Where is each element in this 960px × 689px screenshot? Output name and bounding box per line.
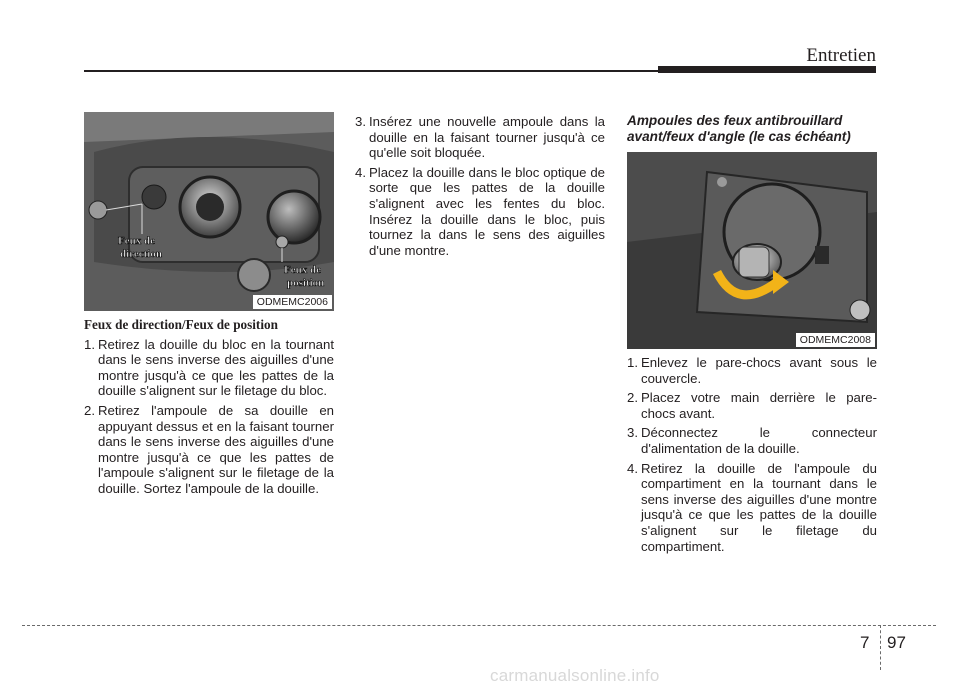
section-turn-signal [84,317,334,501]
page-number: 97 [887,633,906,652]
step-number: 2. [84,402,95,418]
step-item [627,390,877,421]
step-text: Enlevez le pare-chocs avant sous le couvercle. [641,355,877,386]
fog-lamp-figure [627,152,877,349]
label-turn-signal-line1: Feux de [118,235,155,247]
section-turn-signal-cont [355,114,605,262]
steps-list [355,114,605,258]
headlamp-illustration [84,112,334,311]
page-header-title: Entretien [806,45,876,66]
step-text: Placez votre main derrière le pare-chocs avant. [641,390,877,421]
step-item [627,461,877,555]
steps-list [627,355,877,554]
headlamp-figure [84,112,334,311]
fog-lamp-illustration [627,152,877,349]
step-text: Retirez la douille de l'ampoule du compartiment en la tournant dans le sens inverse des aiguilles d'une montre jusqu'à ce que les pattes de la douille s'alignent sur le filetage du compartiment. [641,460,877,554]
step-text: Déconnectez le connecteur d'alimentation de la douille. [641,425,877,456]
figure-code: ODMEMC2006 [253,295,332,309]
step-text: Retirez la douille du bloc en la tournant dans le sens inverse des aiguilles d'une montre jusqu'à ce que les pattes de la douille s'alignent sur le filetage du bloc. [98,336,334,399]
step-number: 3. [355,114,366,129]
header-rule-accent [658,66,876,73]
step-item [627,425,877,456]
step-number: 2. [627,390,638,406]
label-position-line1: Feux de [284,264,321,276]
chapter-number: 7 [860,633,870,652]
section-title: Feux de direction/Feux de position [84,317,278,332]
footer-rule [22,625,936,626]
steps-list [84,337,334,497]
step-item [355,114,605,161]
step-text: Retirez l'ampoule de sa douille en appuyant dessus et en la faisant tourner dans le sens inverse des aiguilles d'une montre jusqu'à ce que les pattes de l'ampoule s'alignent sur le filetage de la douille. Sortez l'ampoule de la douille. [98,402,334,496]
footer-divider [880,625,881,670]
watermark: carmanualsonline.info [490,666,660,685]
step-number: 4. [627,460,638,476]
section-subheading: Ampoules des feux antibrouillard avant/feux d'angle (le cas échéant) [627,113,851,144]
figure-code: ODMEMC2008 [796,333,875,347]
section-fog-lamp-steps [627,355,877,558]
step-number: 1. [84,336,95,352]
step-item [627,355,877,386]
label-turn-signal-line2: direction [120,248,162,260]
label-position-line2: position [287,277,325,289]
step-text: Insérez une nouvelle ampoule dans la douille en la faisant tourner jusqu'à ce qu'elle soit bloquée. [369,114,605,161]
step-item [84,337,334,399]
step-item [84,403,334,497]
header-rule [84,70,659,72]
step-item [355,165,605,259]
step-text: Placez la douille dans le bloc optique de sorte que les pattes de la douille s'alignent avec les fentes du bloc. Insérez la douille dans le bloc, puis tournez la dans le sens des aiguilles d'une montre. [369,164,605,258]
step-number: 1. [627,355,638,370]
step-number: 3. [627,425,638,441]
step-number: 4. [355,164,366,180]
